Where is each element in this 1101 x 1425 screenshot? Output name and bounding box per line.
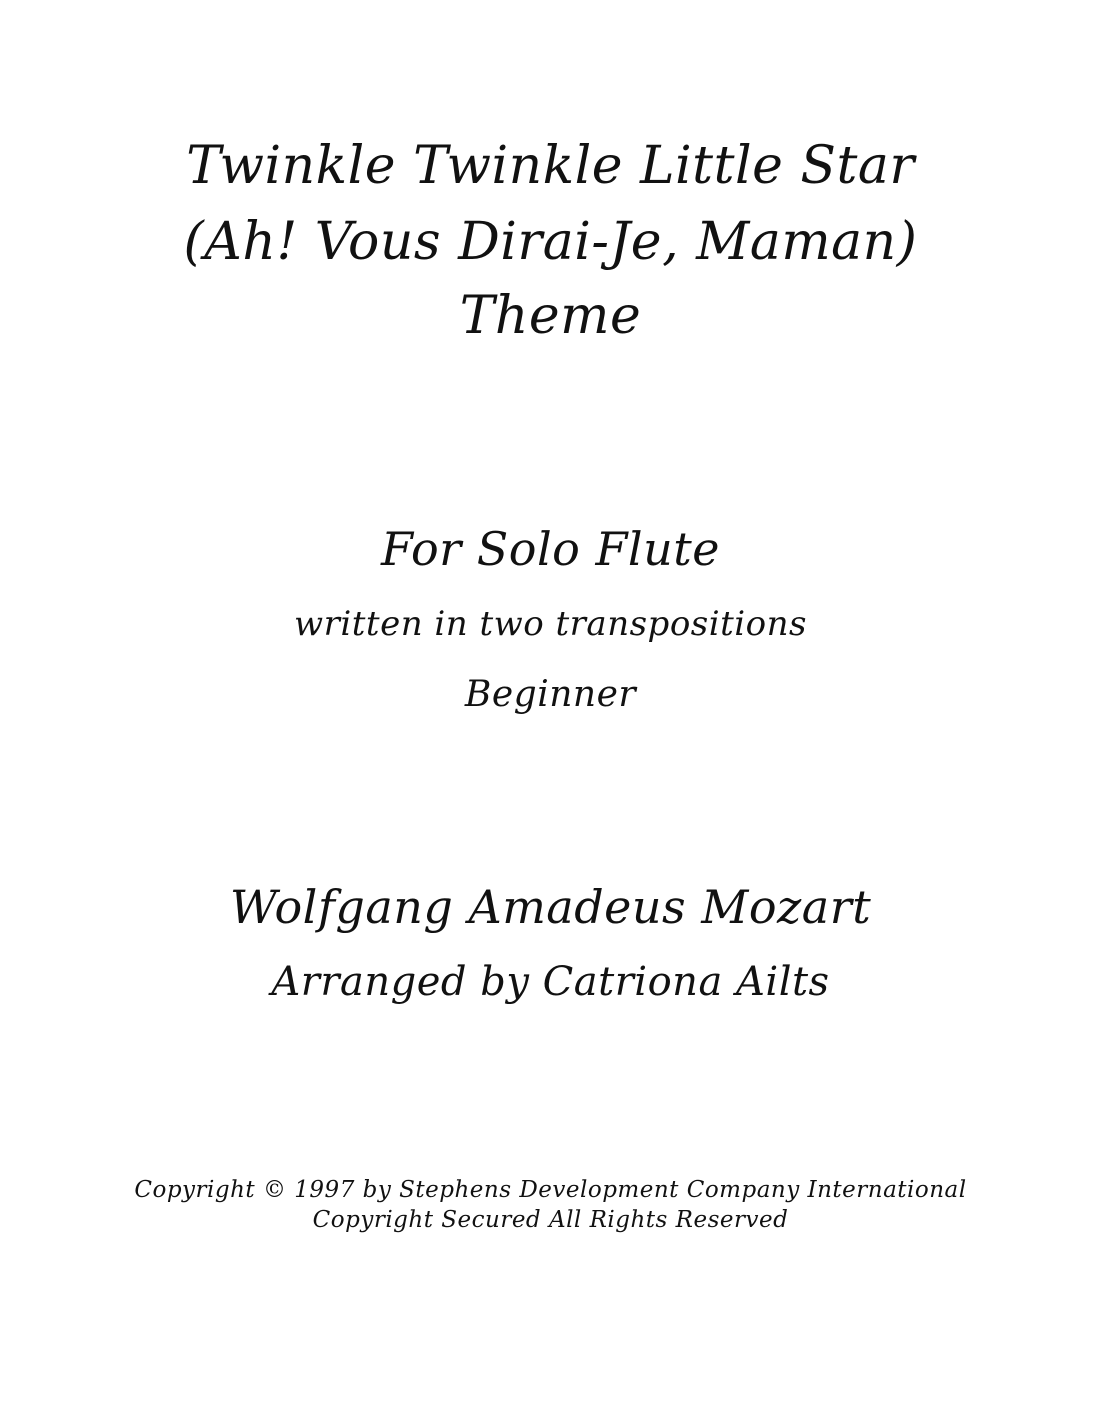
title-line-3: Theme xyxy=(459,286,642,346)
copyright-notice: Copyright © 1997 by Stephens Development Company International xyxy=(134,1177,967,1203)
title-line-2: (Ah! Vous Dirai-Je, Maman) xyxy=(183,212,918,272)
rights-reserved-notice: Copyright Secured All Rights Reserved xyxy=(312,1207,789,1233)
arranger-credit: Arranged by Catriona Ailts xyxy=(271,959,830,1005)
difficulty-level: Beginner xyxy=(464,674,637,715)
transpositions-note: written in two transpositions xyxy=(294,604,807,644)
title-line-1: Twinkle Twinkle Little Star xyxy=(186,136,915,196)
composer-name: Wolfgang Amadeus Mozart xyxy=(229,880,872,934)
instrument-label: For Solo Flute xyxy=(381,522,720,576)
